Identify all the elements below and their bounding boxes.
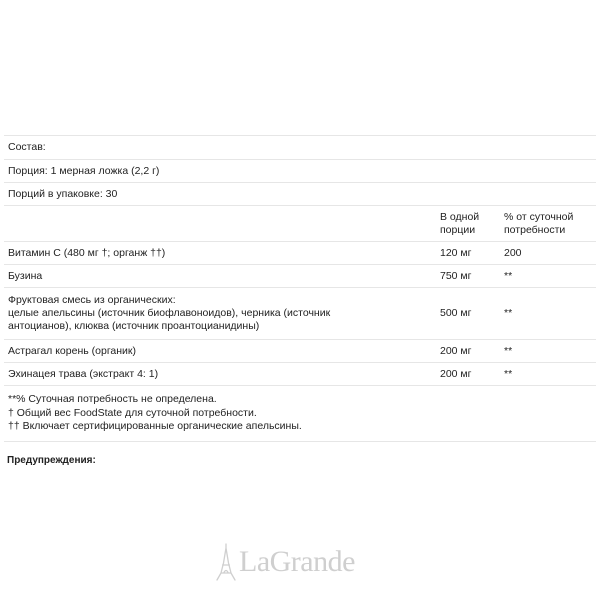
watermark-logo [215,542,395,582]
header-daily-value [504,211,596,237]
serving-row [4,159,596,182]
header-amount-line1: В одной [440,210,480,223]
ingredient-amount: 500 мг [440,307,472,319]
serving-size: Порция: 1 мерная ложка (2,2 г) [8,164,160,177]
watermark-text: LaGrande [239,545,355,578]
footnote: †† Включает сертифицированные органические апельсины. [8,420,302,432]
ingredient-row [4,241,596,264]
ingredient-amount: 750 мг [440,269,472,282]
footnote: † Общий вес FoodState для суточной потребности. [8,406,257,419]
composition-label: Состав: [8,141,46,153]
header-amount-line2: порции [440,223,476,236]
footnotes-row [4,385,596,442]
ingredient-name: Астрагал корень (органик) [8,344,137,357]
ingredient-row [4,362,596,385]
ingredient-name-line: Фруктовая смесь из органических: [8,294,176,306]
ingredient-amount: 200 мг [440,367,472,380]
ingredient-name-line: антоцианов), клюква (источник проантоцианидины) [8,320,260,332]
warnings-label: Предупреждения: [7,455,96,466]
eiffel-tower-icon [215,543,237,581]
ingredient-row [4,287,596,339]
table-header-row [4,205,596,241]
servings-per-container-row [4,182,596,205]
ingredient-name: Бузина [8,269,43,282]
footnote: **% Суточная потребность не определена. [8,393,217,405]
servings-per-container: Порций в упаковке: 30 [8,187,118,200]
header-dv-line2: потребности [504,223,566,236]
ingredient-daily-value: ** [504,269,513,282]
ingredient-name [8,294,440,333]
ingredient-daily-value: 200 [504,246,522,259]
composition-row [4,135,596,159]
header-dv-line1: % от суточной [504,210,574,223]
supplement-facts-table [4,135,596,442]
ingredient-name: Эхинацея трава (экстракт 4: 1) [8,367,159,380]
ingredient-amount: 200 мг [440,344,472,357]
ingredient-name: Витамин C (480 мг †; органж ††) [8,246,166,259]
ingredient-row [4,264,596,287]
ingredient-daily-value: ** [504,344,513,357]
ingredient-name-line: целые апельсины (источник биофлавоноидов), черника (источник [8,307,331,319]
ingredient-daily-value: ** [504,307,513,319]
header-amount [440,211,504,237]
ingredient-amount: 120 мг [440,246,472,259]
ingredient-row [4,339,596,362]
ingredient-daily-value: ** [504,367,513,380]
